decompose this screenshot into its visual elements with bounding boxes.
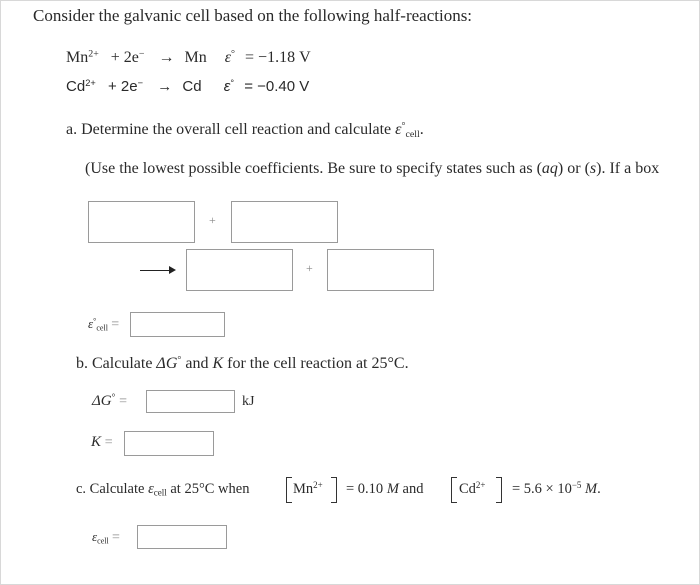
mn-bracket-left xyxy=(286,477,292,503)
product-2-input[interactable] xyxy=(327,249,434,291)
mn-value: = 0.10 M and xyxy=(346,481,424,497)
ecell-c-input[interactable] xyxy=(137,525,227,549)
reactant-1-input[interactable] xyxy=(88,201,195,243)
part-a-prompt: a. Determine the overall cell reaction and calculate $\varepsilon^\circ_{cell}$. xyxy=(66,120,424,140)
reaction-arrow xyxy=(140,270,174,271)
ecell-input[interactable] xyxy=(130,312,225,337)
cd-concentration: $Cd^{2+}$ xyxy=(459,480,486,497)
part-c-prompt: c. Calculate $\varepsilon_{cell}$ at 25°C when xyxy=(76,481,250,498)
cd-product: Cd xyxy=(182,78,202,95)
mn-bracket-right xyxy=(331,477,337,503)
mn-reactant: Mn xyxy=(66,49,89,66)
part-b-prompt: b. Calculate ΔG° and K for the cell reaction at 25°C. xyxy=(76,354,409,372)
ecell-c-label: $\varepsilon_{cell}$ = xyxy=(92,529,120,546)
half-reaction-mn: $Mn^{2+} + 2e^- \to Mn$ ε° = −1.18 V xyxy=(66,48,311,66)
cd-reactant: Cd xyxy=(66,78,86,95)
delta-g-input[interactable] xyxy=(146,390,235,413)
mn-concentration: $Mn^{2+}$ xyxy=(293,480,323,497)
cd-potential: = −0.40 V xyxy=(244,78,310,95)
reactant-2-input[interactable] xyxy=(231,201,338,243)
part-a-instruction: (Use the lowest possible coefficients. Be sure to specify states such as (aq) or (s). If a box xyxy=(85,160,660,177)
delta-g-label: ΔG° = xyxy=(92,392,128,409)
delta-g-unit: kJ xyxy=(242,394,255,409)
cd-bracket-left xyxy=(451,477,457,503)
plus-sign-products: + xyxy=(306,261,313,275)
product-1-input[interactable] xyxy=(186,249,293,291)
cd-bracket-right xyxy=(496,477,502,503)
mn-product: Mn xyxy=(184,49,207,66)
cd-value: = $5.6 \times 10^{-5}$ M. xyxy=(512,480,601,497)
half-reaction-cd: $Cd^{2+} + 2e^- \to Cd$ ε° = −0.40 V xyxy=(66,77,310,95)
ecell-label: $\varepsilon^\circ_{cell}$ = xyxy=(88,316,120,333)
k-input[interactable] xyxy=(124,431,214,456)
k-label: K = xyxy=(91,434,113,450)
mn-potential: = −1.18 V xyxy=(245,49,311,66)
question-intro: Consider the galvanic cell based on the following half-reactions: xyxy=(33,6,473,25)
plus-sign-reactants: + xyxy=(209,213,216,227)
